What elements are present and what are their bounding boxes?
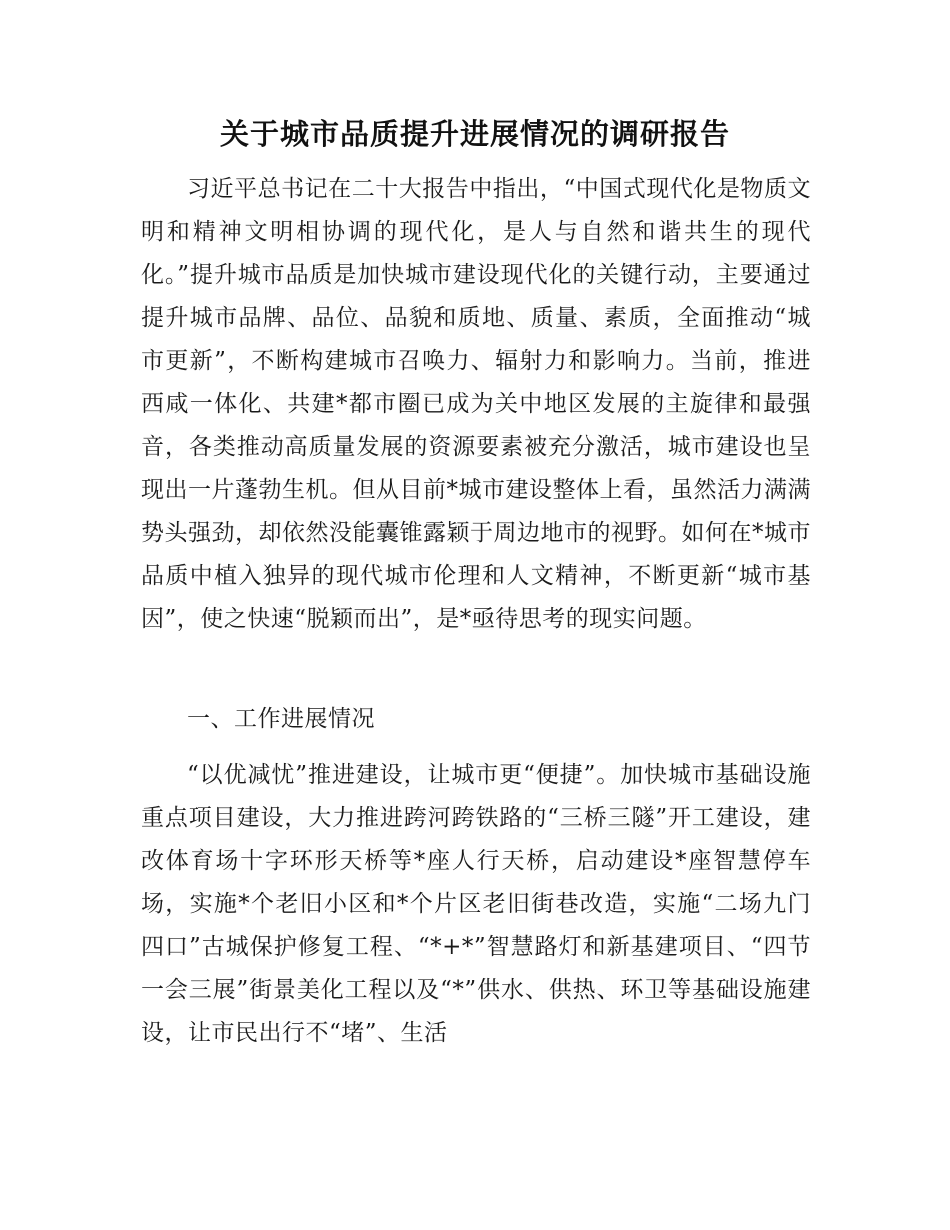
section-heading: 一、工作进展情况 <box>187 706 375 732</box>
intro-paragraph: 习近平总书记在二十大报告中指出，“中国式现代化是物质文明和精神文明相协调的现代化，是人与自然和谐共生的现代化。”提升城市品质是加快城市建设现代化的关键行动，主要通过提升城市品牌、品位、品貌和质地、质量、素质，全面推动“城市更新”，不断构建城市召唤力、辐射力和影响力。当前，推进西咸一体化、共建*都市圈已成为关中地区发展的主旋律和最强音，各类推动高质量发展的资源要素被充分激活，城市建设也呈现出一片蓬勃生机。但从目前*城市建设整体上看，虽然活力满满势头强劲，却依然没能囊锥露颖于周边地市的视野。如何在*城市品质中植入独异的现代城市伦理和人文精神，不断更新“城市基因”，使之快速“脱颖而出”，是*亟待思考的现实问题。 <box>141 176 811 632</box>
document-title: 关于城市品质提升进展情况的调研报告 <box>219 117 730 151</box>
section-paragraph: “以优减忧”推进建设，让城市更“便捷”。加快城市基础设施重点项目建设，大力推进跨河跨铁路的“三桥三隧”开工建设，建改体育场十字环形天桥等*座人行天桥，启动建设*座智慧停车场，实施*个老旧小区和*个片区老旧街巷改造，实施“二场九门四口”古城保护修复工程、“*+*”智慧路灯和新基建项目、“四节一会三展”街景美化工程以及“*”供水、供热、环卫等基础设施建设，让市民出行不“堵”、生活 <box>141 762 811 1046</box>
